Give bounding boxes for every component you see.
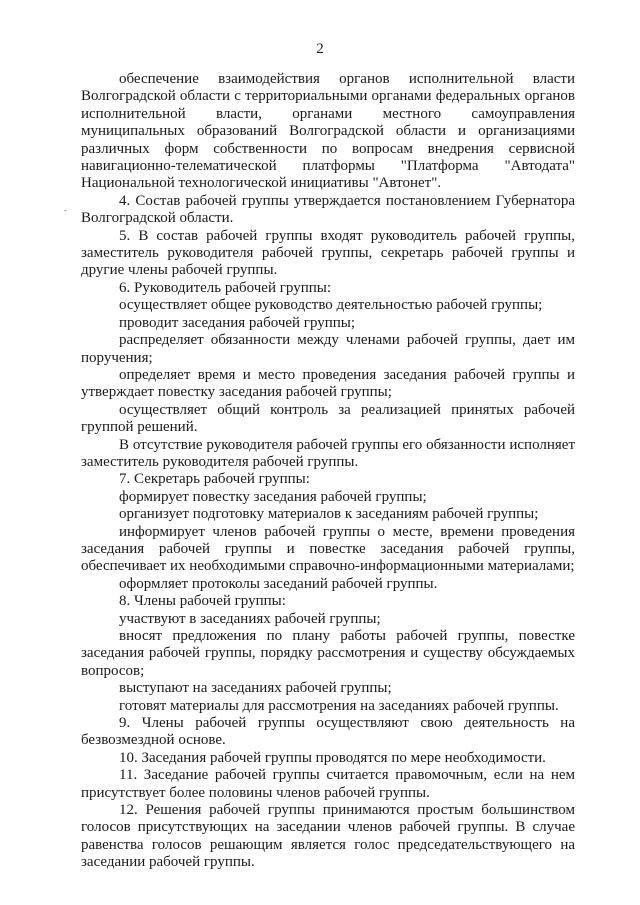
paragraph-8-heading: 8. Члены рабочей группы: <box>119 593 286 610</box>
page-number: 2 <box>316 41 324 57</box>
paragraph-6-item: проводит заседания рабочей группы; <box>119 314 356 331</box>
paragraph-4: 4. Состав рабочей группы утверждается постановлением Губернатора Волгоградской области. <box>81 192 575 227</box>
paragraph-11: 11. Заседание рабочей группы считается правомочным, если на нем присутствует более половины членов рабочей группы. <box>81 767 575 801</box>
paragraph-6-heading: 6. Руководитель рабочей группы: <box>119 279 331 296</box>
paragraph-8-item: вносят предложения по плану работы рабочей группы, повестке заседания рабочей группы, порядку рассмотрения и существу обсуждаемых вопросов; <box>81 628 575 679</box>
paragraph-7-item: формирует повестку заседания рабочей группы; <box>119 488 427 505</box>
paragraph-6-item: определяет время и место проведения заседания рабочей группы и утверждает повестку заседания рабочей группы; <box>81 366 575 401</box>
paragraph-9: 9. Члены рабочей группы осуществляют свою деятельность на безвозмездной основе. <box>81 715 575 749</box>
paragraph-10: 10. Заседания рабочей группы проводятся по мере необходимости. <box>119 749 546 766</box>
paragraph-5: 5. В состав рабочей группы входят руководитель рабочей группы, заместитель руководителя рабочей группы, секретарь рабочей группы и другие члены рабочей группы. <box>81 227 575 279</box>
paragraph-cooperation: обеспечение взаимодействия органов исполнительной власти Волгоградской области с территориальными органами федеральных органов исполнительной власти, органами местного самоуправления муниципальных образований Волгоградской области и организациями различных форм собственности по вопросам внедрения сервисной навигационно-телематической платформы "Платформа "Автодата" Национальной технологической инициативы "Автонет". <box>81 71 575 192</box>
paragraph-7-item: информирует членов рабочей группы о месте, времени проведения заседания рабочей группы и повестке заседания рабочей группы, обеспечивает их необходимыми справочно-информационными материалами; <box>81 523 575 575</box>
paragraph-7-item: организует подготовку материалов к заседаниям рабочей группы; <box>119 506 539 523</box>
paragraph-6-item: распределяет обязанности между членами рабочей группы, дает им поручения; <box>81 332 575 366</box>
document-body <box>81 71 575 872</box>
paragraph-7-item: оформляет протоколы заседаний рабочей группы. <box>119 575 438 592</box>
paragraph-6-absence: В отсутствие руководителя рабочей группы его обязанности исполняет заместитель руководителя рабочей группы. <box>81 436 575 470</box>
paragraph-7-heading: 7. Секретарь рабочей группы: <box>119 471 310 488</box>
paragraph-6-item: осуществляет общее руководство деятельностью рабочей группы; <box>119 297 543 314</box>
paragraph-6-item: осуществляет общий контроль за реализацией принятых рабочей группой решений. <box>81 401 575 436</box>
paragraph-8-item: готовят материалы для рассмотрения на заседаниях рабочей группы. <box>119 697 559 714</box>
paragraph-12: 12. Решения рабочей группы принимаются простым большинством голосов присутствующих на заседании членов рабочей группы. В случае равенства голосов решающим является голос председательствующего на заседании рабочей группы. <box>81 802 575 871</box>
paragraph-8-item: участвуют в заседаниях рабочей группы; <box>119 610 381 627</box>
margin-mark: - <box>64 206 67 215</box>
paragraph-8-item: выступают на заседаниях рабочей группы; <box>119 680 392 697</box>
